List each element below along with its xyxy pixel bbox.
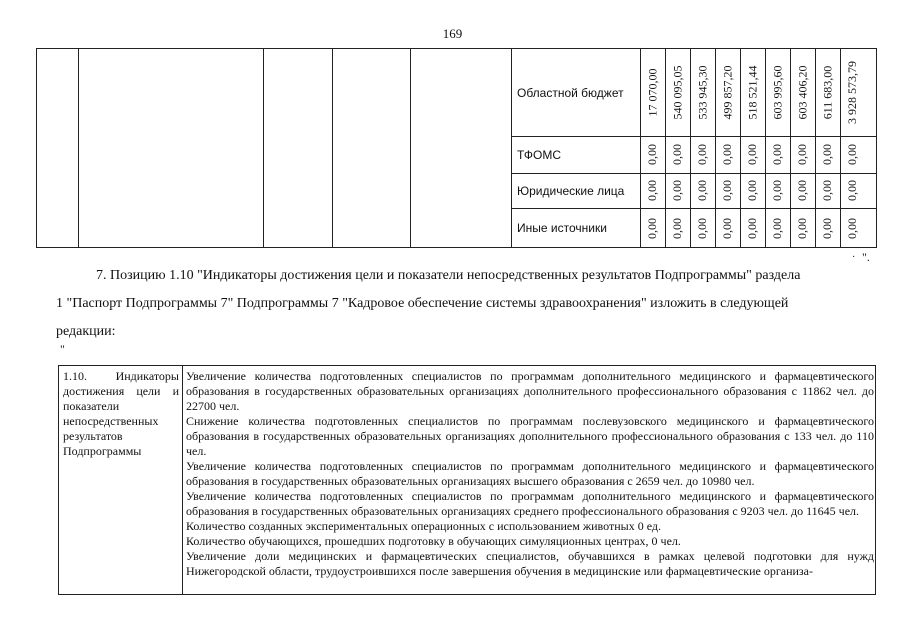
- budget-value: 0,00: [795, 180, 809, 201]
- instruction-paragraph: [56, 262, 856, 346]
- budget-value-cell: [715, 136, 740, 173]
- indicator-list: [186, 369, 874, 579]
- budget-value-cell: [815, 173, 840, 208]
- paragraph-line: редакции:: [56, 324, 116, 339]
- budget-value: 533 945,30: [695, 65, 709, 120]
- budget-value-cell: [640, 208, 665, 248]
- budget-value-cell: [840, 136, 865, 173]
- budget-value: 499 857,20: [720, 65, 734, 120]
- budget-value: 0,00: [820, 217, 834, 239]
- budget-value: 0,00: [645, 144, 659, 165]
- budget-value: 0,00: [795, 144, 809, 165]
- budget-value: 0,00: [845, 180, 859, 201]
- budget-value: 0,00: [645, 217, 659, 239]
- indicator-item: Увеличение количества подготовленных специалистов по программам дополнительного медицинского и фармацевтического образования в государственных образовательных организациях дополнительного профессионального образования с 11862 чел. до 22700 чел.: [186, 369, 874, 413]
- budget-value-cell: [740, 173, 765, 208]
- budget-value: 0,00: [795, 217, 809, 239]
- budget-value: 0,00: [820, 180, 834, 201]
- table-column-divider: [182, 366, 183, 594]
- budget-value-cell: [740, 49, 765, 136]
- table-column-divider: [332, 49, 333, 247]
- indicator-item: Количество обучающихся, прошедших подготовку в обучающих симуляционных центрах, 0 чел.: [186, 534, 681, 548]
- budget-value-cell: [840, 173, 865, 208]
- table-column-divider: [410, 49, 411, 247]
- budget-value: 3 928 573,79: [845, 61, 859, 124]
- budget-value-cell: [765, 208, 790, 248]
- budget-value-cell: [665, 173, 690, 208]
- budget-value: 0,00: [720, 217, 734, 239]
- budget-value: 0,00: [720, 144, 734, 165]
- closing-quote: ".: [862, 250, 870, 264]
- budget-value-cell: [690, 173, 715, 208]
- budget-value-cell: [840, 208, 865, 248]
- indicator-item: Увеличение количества подготовленных специалистов по программам дополнительного медицинского и фармацевтического образования в государственных образовательных организациях высшего образования с 2659 чел. до 10980 чел.: [186, 459, 874, 488]
- budget-value: 0,00: [695, 144, 709, 165]
- budget-value: 0,00: [770, 180, 784, 201]
- budget-value: 0,00: [745, 217, 759, 239]
- budget-value-cell: [715, 173, 740, 208]
- budget-value-cell: [665, 136, 690, 173]
- budget-value-cell: [815, 136, 840, 173]
- budget-value-cell: [790, 136, 815, 173]
- stray-dot: ·: [852, 252, 856, 263]
- budget-value: 0,00: [770, 144, 784, 165]
- budget-value: 0,00: [695, 217, 709, 239]
- budget-value-cell: [640, 49, 665, 136]
- budget-value: 0,00: [720, 180, 734, 201]
- funding-source-label: Юридические лица: [517, 183, 625, 198]
- indicator-item: Увеличение доли медицинских и фармацевтических специалистов, обучавшихся в рамках целевой подготовки для нужд Нижегородской области, трудоустроившихся после завершения обучения в медицинские или фармацевтические организа-: [186, 549, 874, 578]
- table-column-divider: [78, 49, 79, 247]
- paragraph-line: 1 "Паспорт Подпрограммы 7" Подпрограммы 7 "Кадровое обеспечение системы здравоохранения" изложить в следующей: [56, 296, 789, 311]
- budget-value: 0,00: [745, 180, 759, 201]
- budget-value-cell: [790, 49, 815, 136]
- budget-value-cell: [715, 49, 740, 136]
- position-label: 1.10. Индикаторы достижения цели и показатели непосредственных результатов Подпрограммы: [63, 369, 179, 458]
- budget-value-cell: [765, 173, 790, 208]
- budget-value-cell: [740, 136, 765, 173]
- budget-value: 540 095,05: [670, 65, 684, 120]
- budget-value: 0,00: [670, 217, 684, 239]
- budget-value: 518 521,44: [745, 65, 759, 120]
- budget-value-cell: [815, 49, 840, 136]
- budget-value: 0,00: [695, 180, 709, 201]
- table-column-divider: [263, 49, 264, 247]
- budget-value: 0,00: [820, 144, 834, 165]
- funding-source-label: ТФОМС: [517, 147, 562, 162]
- budget-value-cell: [640, 173, 665, 208]
- budget-value: 0,00: [670, 180, 684, 201]
- indicator-table: [58, 365, 876, 595]
- indicator-item: Количество созданных экспериментальных операционных с использованием животных 0 ед.: [186, 519, 661, 533]
- budget-table: [36, 48, 877, 248]
- budget-value: 0,00: [645, 180, 659, 201]
- budget-value: 0,00: [745, 144, 759, 165]
- table-column-divider: [511, 49, 512, 247]
- budget-value-cell: [690, 208, 715, 248]
- budget-value-cell: [815, 208, 840, 248]
- budget-value-cell: [665, 49, 690, 136]
- budget-value-cell: [665, 208, 690, 248]
- budget-value-cell: [790, 208, 815, 248]
- budget-value-cell: [740, 208, 765, 248]
- funding-source-label: Иные источники: [517, 221, 607, 235]
- budget-value: 0,00: [845, 217, 859, 239]
- budget-value-cell: [765, 136, 790, 173]
- budget-value-cell: [840, 49, 865, 136]
- opening-quote: ": [60, 342, 65, 356]
- budget-value: 611 683,00: [820, 65, 834, 120]
- budget-value: 0,00: [770, 217, 784, 239]
- budget-value-cell: [690, 49, 715, 136]
- budget-value: 17 070,00: [645, 68, 659, 117]
- budget-value-cell: [690, 136, 715, 173]
- indicator-item: Снижение количества подготовленных специалистов по программам послевузовского медицинского и фармацевтического образования в государственных образовательных организациях дополнительного профессионального образования с 133 чел. до 110 чел.: [186, 414, 874, 458]
- page-number: 169: [442, 26, 463, 41]
- budget-value: 0,00: [845, 144, 859, 165]
- budget-value: 603 406,20: [795, 65, 809, 120]
- funding-source-label: Областной бюджет: [517, 85, 624, 100]
- budget-value: 603 995,60: [770, 65, 784, 120]
- budget-value-cell: [765, 49, 790, 136]
- indicator-item: Увеличение количества подготовленных специалистов по программам дополнительного медицинского и фармацевтического образования в государственных образовательных организациях среднего профессионального образования с 9203 чел. до 11645 чел.: [186, 489, 874, 518]
- budget-value: 0,00: [670, 144, 684, 165]
- budget-value-cell: [640, 136, 665, 173]
- budget-value-cell: [715, 208, 740, 248]
- paragraph-line: 7. Позицию 1.10 "Индикаторы достижения цели и показатели непосредственных результатов Подпрограммы" раздела: [96, 268, 801, 283]
- budget-value-cell: [790, 173, 815, 208]
